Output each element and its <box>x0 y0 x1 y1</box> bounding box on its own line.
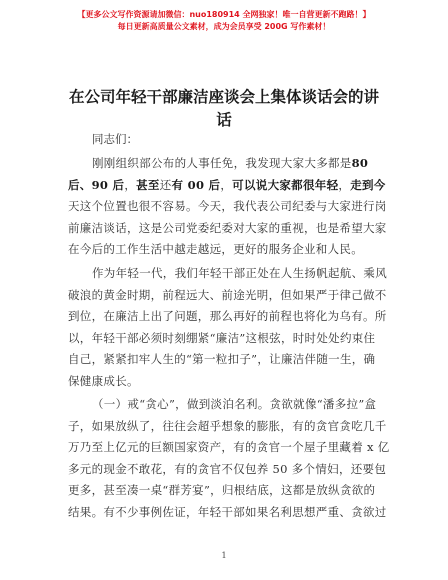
promo-banner <box>0 9 448 33</box>
bold-text-run: 有 00 后 <box>171 177 221 192</box>
text-run: ， <box>338 177 351 192</box>
paragraph-line: 作为年轻一代，我们年轻干部正处在人生扬帆起航、乘风 <box>92 266 387 280</box>
document-title <box>60 86 388 132</box>
paragraph-line: 到位，在廉洁上出了问题，那么再好的前程也将化为乌有。所 <box>68 309 387 323</box>
salutation: 同志们： <box>92 132 138 146</box>
paragraph-2 <box>68 263 387 392</box>
text-run: ， <box>220 177 233 192</box>
paragraph-line: 多元的现金不敢花，有的贪官不仅包养 50 多个情妇，还要包 <box>68 461 387 476</box>
paragraph-3 <box>68 394 390 523</box>
paragraph-line <box>68 153 380 175</box>
paragraph-1 <box>68 153 387 261</box>
paragraph-line: 保健康成长。 <box>68 373 139 388</box>
title-line-1: 在公司年轻干部廉洁座谈会上集体谈话会的讲 <box>68 88 379 106</box>
page-number: 1 <box>221 551 227 560</box>
paragraph-line: 子，如果放纵了，往往会超乎想象的膨胀，有的贪官贪吃几千 <box>68 418 387 433</box>
paragraph-line: 在今后的工作生活中越走越远，更好的服务企业和人民。 <box>68 242 363 256</box>
promo-line-2: 每日更新高质量公文素材，成为会员享受 200G 写作素材！ <box>117 22 331 31</box>
paragraph-line: 天这个位置也很不容易。今天，我代表公司纪委与大家进行岗 <box>68 199 387 213</box>
paragraph-line: 以，年轻干部必须时刻绷紧“廉洁”这根弦，时时处处约束住 <box>68 330 376 345</box>
bold-text-run: 甚至 <box>136 177 160 192</box>
text-run: 还 <box>159 177 172 192</box>
paragraph-line: 破浪的黄金时期，前程远大、前途光明，但如果严于律己做不 <box>68 287 387 302</box>
bold-text-run: 可以说大家都很年轻 <box>232 177 339 192</box>
paragraph-line: 前廉洁谈话，这是公司党委纪委对大家的重视，也是希望大家 <box>68 220 387 235</box>
paragraph-line: 结果。有不少事例佐证，年轻干部如果名利思想严重、贪欲过 <box>68 504 387 519</box>
paragraph-line <box>68 175 386 197</box>
paragraph-line: 更多，甚至凑一桌“群芳宴”，归根结底，这都是放纵贪欲的 <box>68 483 376 497</box>
bold-text-run: 走到今 <box>350 177 386 192</box>
title-line-2: 话 <box>216 111 232 129</box>
bold-text-run: 80 <box>351 156 369 170</box>
promo-line-1: 【更多公文写作资源请加微信：nuo180914 全网独家！唯一自营更新不跑路！】 <box>77 10 371 19</box>
paragraph-line: 自己，紧紧扣牢人生的“第一粒扣子”，让廉洁伴随一生，确 <box>68 352 376 366</box>
text-run: 刚刚组织部公布的人事任免，我发现大家大多都是 <box>92 156 352 170</box>
paragraph-line: 万乃至上亿元的巨额国家资产，有的贪官一个屋子里藏着 x 亿 <box>68 440 390 454</box>
text-run: ， <box>124 177 137 192</box>
bold-text-run: 后、90 后 <box>68 177 125 192</box>
paragraph-line: （一）戒“贪心”，做到淡泊名利。贪欲就像“潘多拉”盒 <box>92 397 377 411</box>
